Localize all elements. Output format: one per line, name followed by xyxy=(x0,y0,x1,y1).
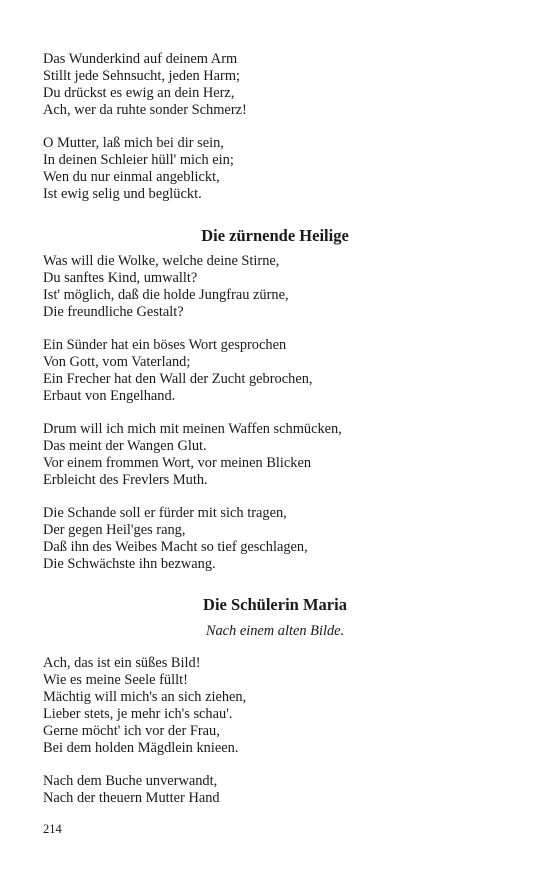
verse-line: Ein Frecher hat den Wall der Zucht gebrochen, xyxy=(43,370,313,387)
poem3-subtitle: Nach einem alten Bilde. xyxy=(205,623,345,639)
verse-line: Drum will ich mich mit meinen Waffen schmücken, xyxy=(43,421,342,437)
verse-line: Ein Sünder hat ein böses Wort gesprochen xyxy=(43,337,287,353)
verse-line: Ist ewig selig und beglückt. xyxy=(43,185,202,202)
poem3-stanza-2 xyxy=(43,773,513,807)
verse-line: Ach, das ist ein süßes Bild! xyxy=(43,655,201,671)
verse-line: Erbaut von Engelhand. xyxy=(43,387,176,404)
verse-line: Nach der theuern Mutter Hand xyxy=(43,789,220,806)
verse-line: Nach dem Buche unverwandt, xyxy=(43,773,218,789)
verse-line: Die freundliche Gestalt? xyxy=(43,303,184,320)
verse-line: Stillt jede Sehnsucht, jeden Harm; xyxy=(43,67,241,84)
verse-line: In deinen Schleier hüll' mich ein; xyxy=(43,151,234,168)
poem2-stanza-4 xyxy=(43,505,513,573)
verse-line: Das meint der Wangen Glut. xyxy=(43,437,207,454)
verse-line: O Mutter, laß mich bei dir sein, xyxy=(43,135,224,151)
verse-line: Du drückst es ewig an dein Herz, xyxy=(43,84,235,101)
verse-line: Von Gott, vom Vaterland; xyxy=(43,353,191,370)
poem2-stanza-2 xyxy=(43,337,513,405)
verse-line: Du sanftes Kind, umwallt? xyxy=(43,269,198,286)
verse-line: Lieber stets, je mehr ich's schau'. xyxy=(43,705,233,722)
verse-line: Die Schande soll er fürder mit sich tragen, xyxy=(43,505,287,521)
poem2-title: Die zürnende Heilige xyxy=(201,226,349,245)
verse-line: Gerne möcht' ich vor der Frau, xyxy=(43,722,220,739)
verse-line: Wen du nur einmal angeblickt, xyxy=(43,168,220,185)
verse-line: Vor einem frommen Wort, vor meinen Blicken xyxy=(43,454,312,471)
verse-line: Ist' möglich, daß die holde Jungfrau zürne, xyxy=(43,286,289,303)
verse-line: Daß ihn des Weibes Macht so tief geschlagen, xyxy=(43,538,308,555)
verse-line: Mächtig will mich's an sich ziehen, xyxy=(43,688,247,705)
poem3-title: Die Schülerin Maria xyxy=(203,595,347,614)
page-number: 214 xyxy=(43,822,62,836)
poem1-stanza-1 xyxy=(43,51,513,119)
verse-line: Was will die Wolke, welche deine Stirne, xyxy=(43,253,280,269)
verse-line: Die Schwächste ihn bezwang. xyxy=(43,555,216,572)
verse-line: Ach, wer da ruhte sonder Schmerz! xyxy=(43,101,247,118)
poem2-stanza-1 xyxy=(43,253,513,321)
poem3-stanza-1 xyxy=(43,655,513,756)
poem2-stanza-3 xyxy=(43,421,513,489)
verse-line: Bei dem holden Mägdlein knieen. xyxy=(43,739,239,756)
verse-line: Das Wunderkind auf deinem Arm xyxy=(43,51,238,67)
verse-line: Der gegen Heil'ges rang, xyxy=(43,521,186,538)
verse-line: Wie es meine Seele füllt! xyxy=(43,671,188,688)
verse-line: Erbleicht des Frevlers Muth. xyxy=(43,471,208,488)
poem1-stanza-2 xyxy=(43,135,513,203)
